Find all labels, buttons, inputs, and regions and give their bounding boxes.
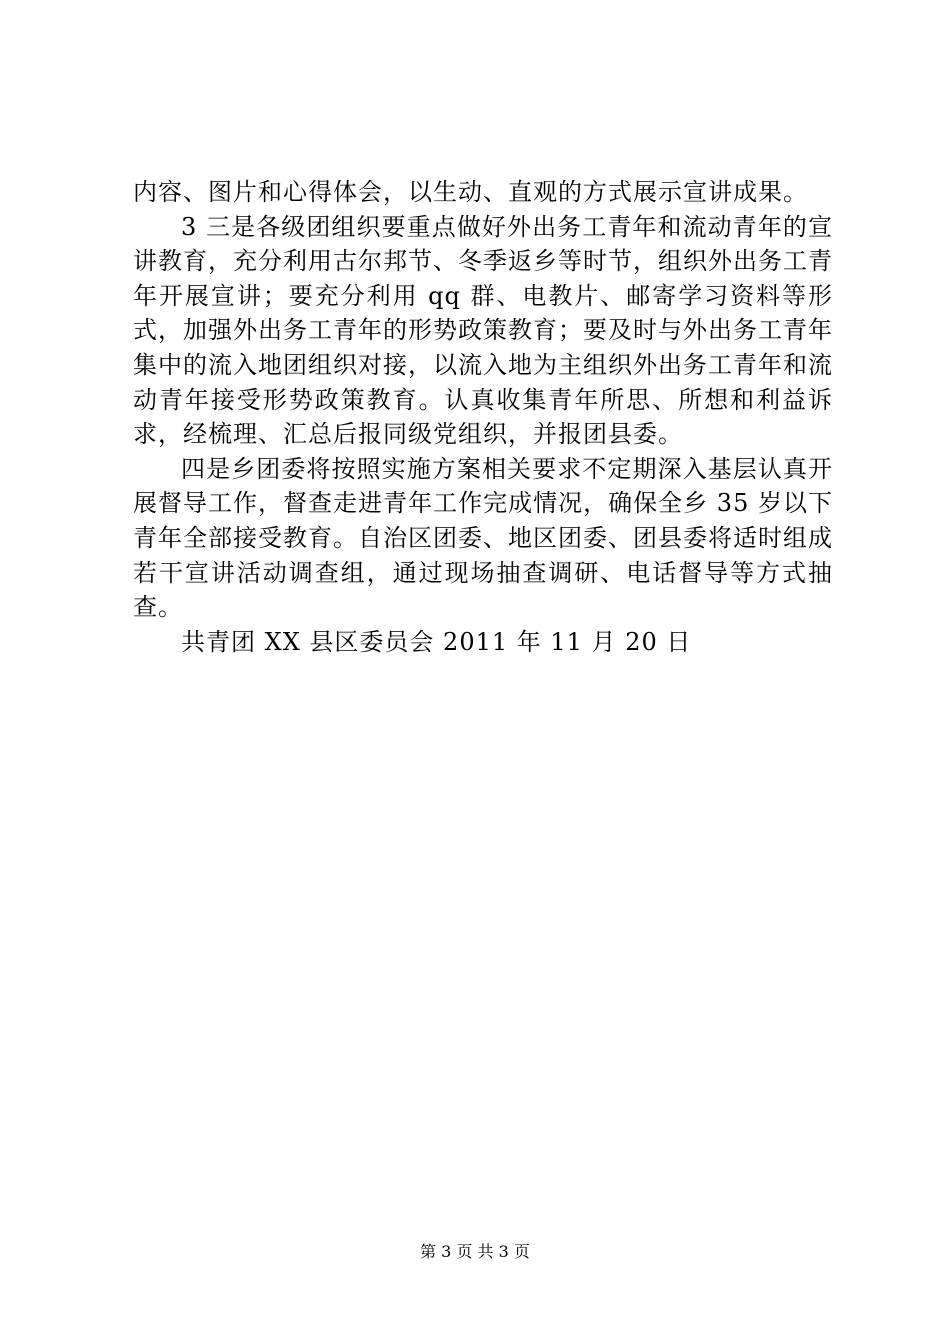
page-footer: 第 3 页 共 3 页	[420, 1242, 530, 1261]
paragraph-point-three: 3 三是各级团组织要重点做好外出务工青年和流动青年的宣讲教育，充分利用古尔邦节、冬季返乡等时节，组织外出务工青年开展宣讲；要充分利用 qq 群、电教片、邮寄学习资料等形式，加强外出务工青年的形势政策教育；要及时与外出务工青年集中的流入地团组织对接，以流入地为主组织外出务工青年和流动青年接受形势政策教育。认真收集青年所思、所想和利益诉求，经梳理、汇总后报同级党组织，并报团县委。	[133, 212, 833, 449]
paragraph-continuation: 内容、图片和心得体会，以生动、直观的方式展示宣讲成果。	[133, 178, 808, 206]
signature-line: 共青团 XX 县区委员会 2011 年 11 月 20 日	[181, 627, 692, 656]
document-body	[133, 175, 833, 659]
paragraph-point-four: 四是乡团委将按照实施方案相关要求不定期深入基层认真开展督导工作，督查走进青年工作完成情况，确保全乡 35 岁以下青年全部接受教育。自治区团委、地区团委、团县委将适时组成若干宣讲活动调查组，通过现场抽查调研、电话督导等方式抽查。	[133, 454, 833, 622]
